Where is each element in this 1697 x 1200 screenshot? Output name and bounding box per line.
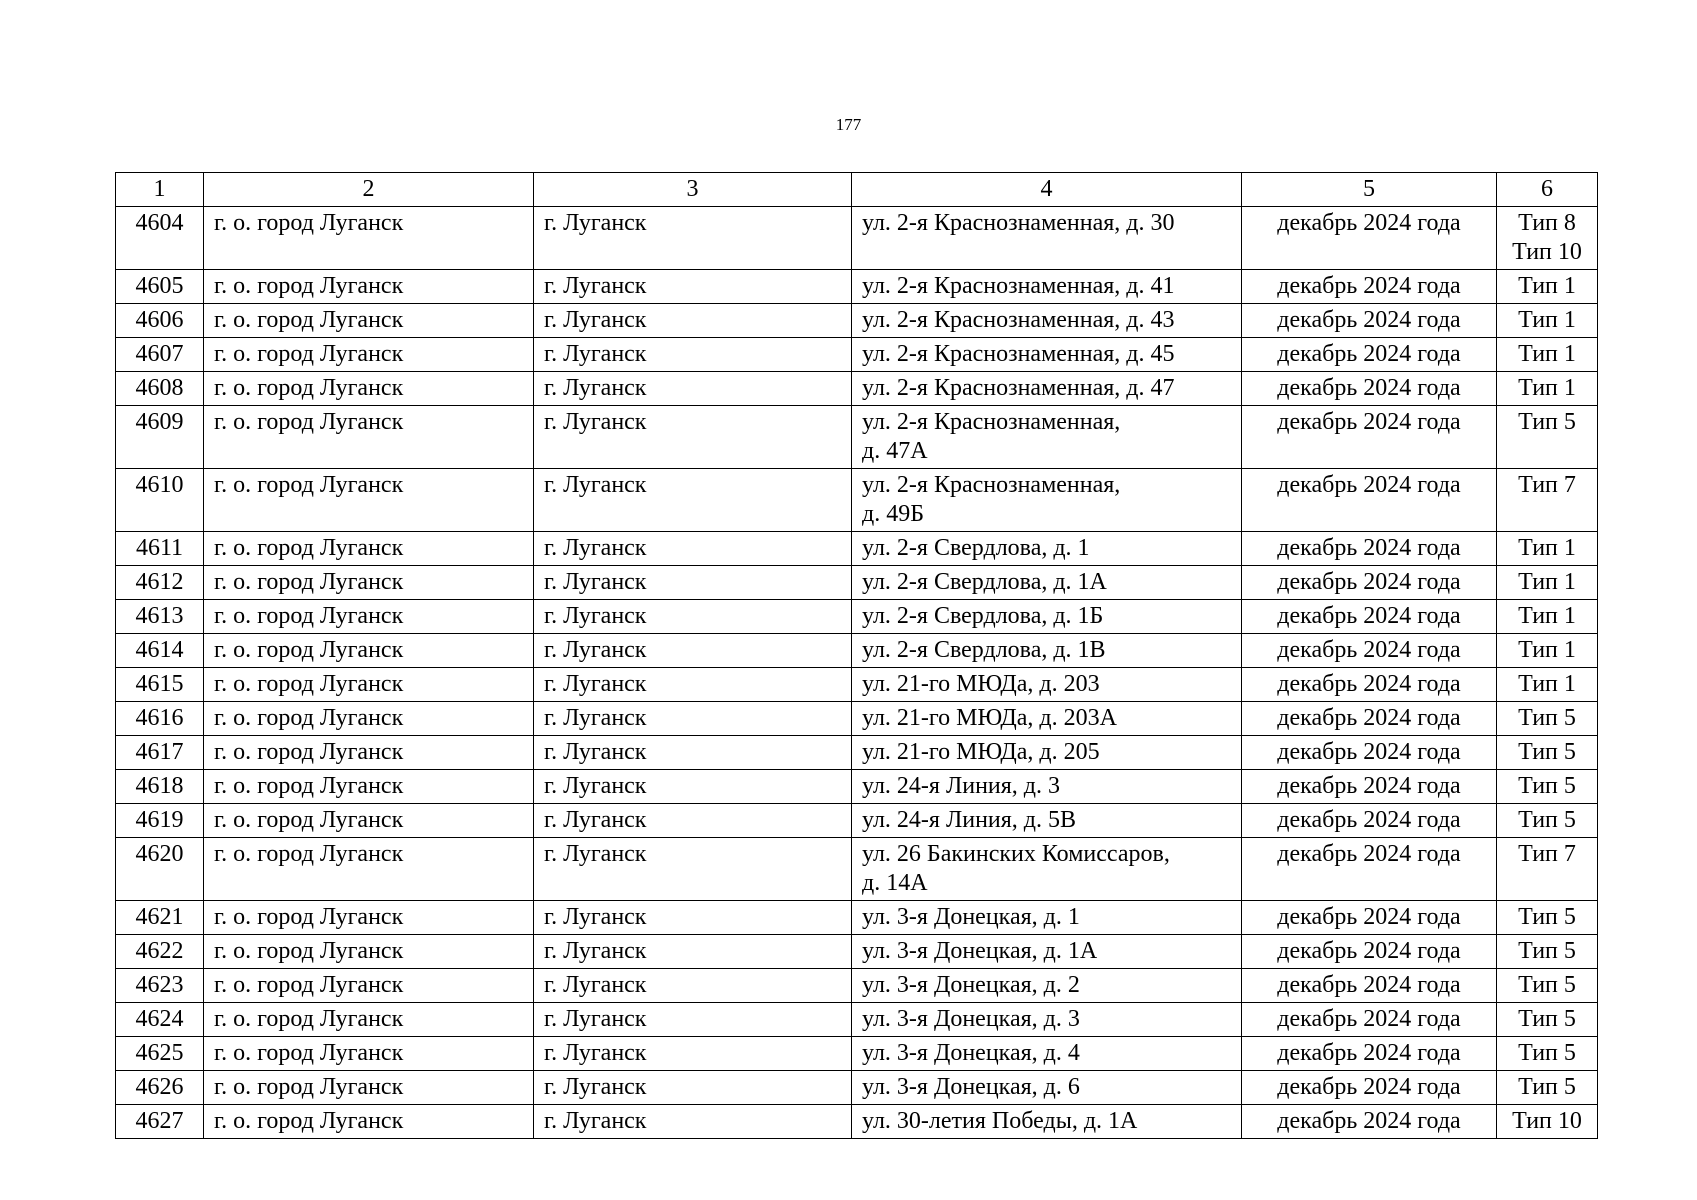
type-value: Тип 1 <box>1518 535 1576 561</box>
district-cell: г. о. город Луганск <box>204 372 534 406</box>
district-cell: г. о. город Луганск <box>204 901 534 935</box>
date-cell: декабрь 2024 года <box>1242 770 1497 804</box>
type-value: Тип 5 <box>1518 904 1576 930</box>
city-cell: г. Луганск <box>534 901 852 935</box>
type-cell <box>1497 1105 1598 1139</box>
type-value: Тип 5 <box>1518 972 1576 998</box>
address-line: ул. 2-я Свердлова, д. 1А <box>862 569 1107 595</box>
type-value: Тип 7 <box>1518 841 1576 867</box>
row-number-cell: 4626 <box>116 1071 204 1105</box>
date-cell: декабрь 2024 года <box>1242 372 1497 406</box>
date-cell: декабрь 2024 года <box>1242 566 1497 600</box>
type-value: Тип 5 <box>1518 938 1576 964</box>
table-row <box>116 532 1598 566</box>
column-header: 4 <box>852 173 1242 207</box>
city-cell: г. Луганск <box>534 270 852 304</box>
city-cell: г. Луганск <box>534 634 852 668</box>
date-cell: декабрь 2024 года <box>1242 969 1497 1003</box>
table-row <box>116 838 1598 901</box>
city-cell: г. Луганск <box>534 770 852 804</box>
type-cell <box>1497 600 1598 634</box>
city-cell: г. Луганск <box>534 1071 852 1105</box>
date-cell: декабрь 2024 года <box>1242 838 1497 901</box>
row-number-cell: 4615 <box>116 668 204 702</box>
district-cell: г. о. город Луганск <box>204 270 534 304</box>
type-value: Тип 5 <box>1518 1040 1576 1066</box>
address-line: ул. 26 Бакинских Комиссаров, <box>862 841 1170 867</box>
city-cell: г. Луганск <box>534 207 852 270</box>
address-line: ул. 3-я Донецкая, д. 2 <box>862 972 1080 998</box>
type-value: Тип 7 <box>1518 472 1576 498</box>
address-cell <box>852 634 1242 668</box>
city-cell: г. Луганск <box>534 804 852 838</box>
type-value: Тип 1 <box>1518 273 1576 299</box>
district-cell: г. о. город Луганск <box>204 566 534 600</box>
address-line: ул. 3-я Донецкая, д. 1А <box>862 938 1098 964</box>
city-cell: г. Луганск <box>534 838 852 901</box>
date-cell: декабрь 2024 года <box>1242 532 1497 566</box>
district-cell: г. о. город Луганск <box>204 304 534 338</box>
district-cell: г. о. город Луганск <box>204 668 534 702</box>
address-line: ул. 2-я Свердлова, д. 1 <box>862 535 1090 561</box>
row-number-cell: 4606 <box>116 304 204 338</box>
date-cell: декабрь 2024 года <box>1242 935 1497 969</box>
city-cell: г. Луганск <box>534 566 852 600</box>
type-cell <box>1497 207 1598 270</box>
date-cell: декабрь 2024 года <box>1242 469 1497 532</box>
type-cell <box>1497 469 1598 532</box>
date-cell: декабрь 2024 года <box>1242 1003 1497 1037</box>
address-cell <box>852 838 1242 901</box>
table-row <box>116 1071 1598 1105</box>
address-cell <box>852 1037 1242 1071</box>
date-cell: декабрь 2024 года <box>1242 1071 1497 1105</box>
city-cell: г. Луганск <box>534 935 852 969</box>
type-value: Тип 5 <box>1518 1074 1576 1100</box>
table-row <box>116 372 1598 406</box>
type-cell <box>1497 372 1598 406</box>
page-number: 177 <box>835 115 862 134</box>
type-value: Тип 1 <box>1518 375 1576 401</box>
data-table <box>115 172 1598 1139</box>
type-value: Тип 5 <box>1518 1006 1576 1032</box>
address-line: ул. 21-го МЮДа, д. 205 <box>862 739 1100 765</box>
address-cell <box>852 469 1242 532</box>
city-cell: г. Луганск <box>534 1037 852 1071</box>
city-cell: г. Луганск <box>534 736 852 770</box>
district-cell: г. о. город Луганск <box>204 838 534 901</box>
date-cell: декабрь 2024 года <box>1242 207 1497 270</box>
address-line: ул. 3-я Донецкая, д. 6 <box>862 1074 1080 1100</box>
type-value: Тип 8 <box>1518 210 1576 236</box>
date-cell: декабрь 2024 года <box>1242 668 1497 702</box>
column-header: 1 <box>116 173 204 207</box>
row-number-cell: 4605 <box>116 270 204 304</box>
type-cell <box>1497 736 1598 770</box>
address-cell <box>852 566 1242 600</box>
date-cell: декабрь 2024 года <box>1242 600 1497 634</box>
address-cell <box>852 207 1242 270</box>
table-row <box>116 901 1598 935</box>
address-cell <box>852 1105 1242 1139</box>
row-number-cell: 4608 <box>116 372 204 406</box>
address-cell <box>852 338 1242 372</box>
type-value: Тип 1 <box>1518 671 1576 697</box>
address-line: д. 49Б <box>862 501 924 527</box>
address-cell <box>852 969 1242 1003</box>
row-number-cell: 4609 <box>116 406 204 469</box>
table-row <box>116 406 1598 469</box>
row-number-cell: 4616 <box>116 702 204 736</box>
column-header: 6 <box>1497 173 1598 207</box>
district-cell: г. о. город Луганск <box>204 532 534 566</box>
row-number-cell: 4621 <box>116 901 204 935</box>
column-header: 5 <box>1242 173 1497 207</box>
date-cell: декабрь 2024 года <box>1242 1037 1497 1071</box>
type-value: Тип 1 <box>1518 569 1576 595</box>
table-row <box>116 1105 1598 1139</box>
district-cell: г. о. город Луганск <box>204 634 534 668</box>
type-cell <box>1497 935 1598 969</box>
type-cell <box>1497 668 1598 702</box>
date-cell: декабрь 2024 года <box>1242 736 1497 770</box>
table-row <box>116 736 1598 770</box>
row-number-cell: 4613 <box>116 600 204 634</box>
city-cell: г. Луганск <box>534 668 852 702</box>
district-cell: г. о. город Луганск <box>204 969 534 1003</box>
type-value: Тип 5 <box>1518 773 1576 799</box>
table-row <box>116 600 1598 634</box>
address-cell <box>852 406 1242 469</box>
row-number-cell: 4623 <box>116 969 204 1003</box>
row-number-cell: 4618 <box>116 770 204 804</box>
address-line: д. 14А <box>862 870 928 896</box>
city-cell: г. Луганск <box>534 338 852 372</box>
table-row <box>116 969 1598 1003</box>
city-cell: г. Луганск <box>534 304 852 338</box>
date-cell: декабрь 2024 года <box>1242 901 1497 935</box>
table-row <box>116 469 1598 532</box>
table-row <box>116 634 1598 668</box>
type-value: Тип 5 <box>1518 807 1576 833</box>
city-cell: г. Луганск <box>534 372 852 406</box>
city-cell: г. Луганск <box>534 702 852 736</box>
type-cell <box>1497 1037 1598 1071</box>
type-value: Тип 5 <box>1518 739 1576 765</box>
row-number-cell: 4619 <box>116 804 204 838</box>
date-cell: декабрь 2024 года <box>1242 1105 1497 1139</box>
district-cell: г. о. город Луганск <box>204 1105 534 1139</box>
address-line: ул. 2-я Краснознаменная, д. 43 <box>862 307 1175 333</box>
address-line: ул. 2-я Краснознаменная, д. 45 <box>862 341 1175 367</box>
district-cell: г. о. город Луганск <box>204 935 534 969</box>
address-line: ул. 24-я Линия, д. 3 <box>862 773 1061 799</box>
city-cell: г. Луганск <box>534 600 852 634</box>
date-cell: декабрь 2024 года <box>1242 634 1497 668</box>
type-cell <box>1497 1071 1598 1105</box>
type-cell <box>1497 566 1598 600</box>
address-line: ул. 2-я Краснознаменная, д. 47 <box>862 375 1175 401</box>
type-value: Тип 5 <box>1518 409 1576 435</box>
table-row <box>116 668 1598 702</box>
type-value: Тип 1 <box>1518 637 1576 663</box>
address-line: ул. 2-я Краснознаменная, д. 30 <box>862 210 1175 236</box>
address-cell <box>852 532 1242 566</box>
address-line: ул. 24-я Линия, д. 5В <box>862 807 1077 833</box>
table-row <box>116 304 1598 338</box>
address-line: ул. 3-я Донецкая, д. 4 <box>862 1040 1080 1066</box>
type-cell <box>1497 702 1598 736</box>
address-line: ул. 2-я Свердлова, д. 1Б <box>862 603 1104 629</box>
district-cell: г. о. город Луганск <box>204 736 534 770</box>
table-row <box>116 770 1598 804</box>
address-cell <box>852 736 1242 770</box>
district-cell: г. о. город Луганск <box>204 770 534 804</box>
table-body <box>116 207 1598 1139</box>
city-cell: г. Луганск <box>534 969 852 1003</box>
city-cell: г. Луганск <box>534 1105 852 1139</box>
address-line: ул. 21-го МЮДа, д. 203А <box>862 705 1117 731</box>
column-header: 2 <box>204 173 534 207</box>
type-value: Тип 1 <box>1518 307 1576 333</box>
city-cell: г. Луганск <box>534 406 852 469</box>
address-cell <box>852 702 1242 736</box>
district-cell: г. о. город Луганск <box>204 1037 534 1071</box>
address-line: ул. 2-я Краснознаменная, д. 41 <box>862 273 1175 299</box>
table-row <box>116 702 1598 736</box>
type-value: Тип 1 <box>1518 341 1576 367</box>
district-cell: г. о. город Луганск <box>204 1003 534 1037</box>
table-row <box>116 207 1598 270</box>
district-cell: г. о. город Луганск <box>204 469 534 532</box>
address-line: ул. 3-я Донецкая, д. 3 <box>862 1006 1080 1032</box>
table-header-row <box>116 173 1598 207</box>
type-value: Тип 5 <box>1518 705 1576 731</box>
column-header: 3 <box>534 173 852 207</box>
row-number-cell: 4625 <box>116 1037 204 1071</box>
address-cell <box>852 1071 1242 1105</box>
table-row <box>116 270 1598 304</box>
address-cell <box>852 935 1242 969</box>
row-number-cell: 4607 <box>116 338 204 372</box>
row-number-cell: 4620 <box>116 838 204 901</box>
table-row <box>116 338 1598 372</box>
city-cell: г. Луганск <box>534 1003 852 1037</box>
district-cell: г. о. город Луганск <box>204 1071 534 1105</box>
type-cell <box>1497 270 1598 304</box>
address-cell <box>852 770 1242 804</box>
address-line: ул. 3-я Донецкая, д. 1 <box>862 904 1080 930</box>
city-cell: г. Луганск <box>534 532 852 566</box>
address-cell <box>852 372 1242 406</box>
type-cell <box>1497 1003 1598 1037</box>
type-cell <box>1497 901 1598 935</box>
row-number-cell: 4610 <box>116 469 204 532</box>
type-cell <box>1497 304 1598 338</box>
date-cell: декабрь 2024 года <box>1242 304 1497 338</box>
district-cell: г. о. город Луганск <box>204 804 534 838</box>
row-number-cell: 4624 <box>116 1003 204 1037</box>
address-cell <box>852 804 1242 838</box>
date-cell: декабрь 2024 года <box>1242 702 1497 736</box>
type-cell <box>1497 969 1598 1003</box>
type-cell <box>1497 406 1598 469</box>
district-cell: г. о. город Луганск <box>204 702 534 736</box>
table-row <box>116 804 1598 838</box>
address-line: ул. 21-го МЮДа, д. 203 <box>862 671 1100 697</box>
row-number-cell: 4604 <box>116 207 204 270</box>
table-row <box>116 935 1598 969</box>
address-line: д. 47А <box>862 438 928 464</box>
table-row <box>116 566 1598 600</box>
address-cell <box>852 668 1242 702</box>
type-value: Тип 10 <box>1512 1108 1582 1134</box>
row-number-cell: 4617 <box>116 736 204 770</box>
address-cell <box>852 901 1242 935</box>
district-cell: г. о. город Луганск <box>204 406 534 469</box>
type-value: Тип 1 <box>1518 603 1576 629</box>
address-line: ул. 30-летия Победы, д. 1А <box>862 1108 1138 1134</box>
row-number-cell: 4622 <box>116 935 204 969</box>
type-cell <box>1497 634 1598 668</box>
date-cell: декабрь 2024 года <box>1242 804 1497 838</box>
district-cell: г. о. город Луганск <box>204 600 534 634</box>
type-cell <box>1497 532 1598 566</box>
type-cell <box>1497 838 1598 901</box>
row-number-cell: 4614 <box>116 634 204 668</box>
type-cell <box>1497 338 1598 372</box>
city-cell: г. Луганск <box>534 469 852 532</box>
address-line: ул. 2-я Краснознаменная, <box>862 409 1121 435</box>
row-number-cell: 4612 <box>116 566 204 600</box>
address-cell <box>852 270 1242 304</box>
date-cell: декабрь 2024 года <box>1242 338 1497 372</box>
table-row <box>116 1037 1598 1071</box>
district-cell: г. о. город Луганск <box>204 207 534 270</box>
table-row <box>116 1003 1598 1037</box>
date-cell: декабрь 2024 года <box>1242 270 1497 304</box>
address-cell <box>852 1003 1242 1037</box>
date-cell: декабрь 2024 года <box>1242 406 1497 469</box>
type-value: Тип 10 <box>1512 239 1582 265</box>
address-cell <box>852 600 1242 634</box>
address-cell <box>852 304 1242 338</box>
address-line: ул. 2-я Краснознаменная, <box>862 472 1121 498</box>
address-line: ул. 2-я Свердлова, д. 1В <box>862 637 1106 663</box>
row-number-cell: 4627 <box>116 1105 204 1139</box>
district-cell: г. о. город Луганск <box>204 338 534 372</box>
type-cell <box>1497 804 1598 838</box>
row-number-cell: 4611 <box>116 532 204 566</box>
type-cell <box>1497 770 1598 804</box>
